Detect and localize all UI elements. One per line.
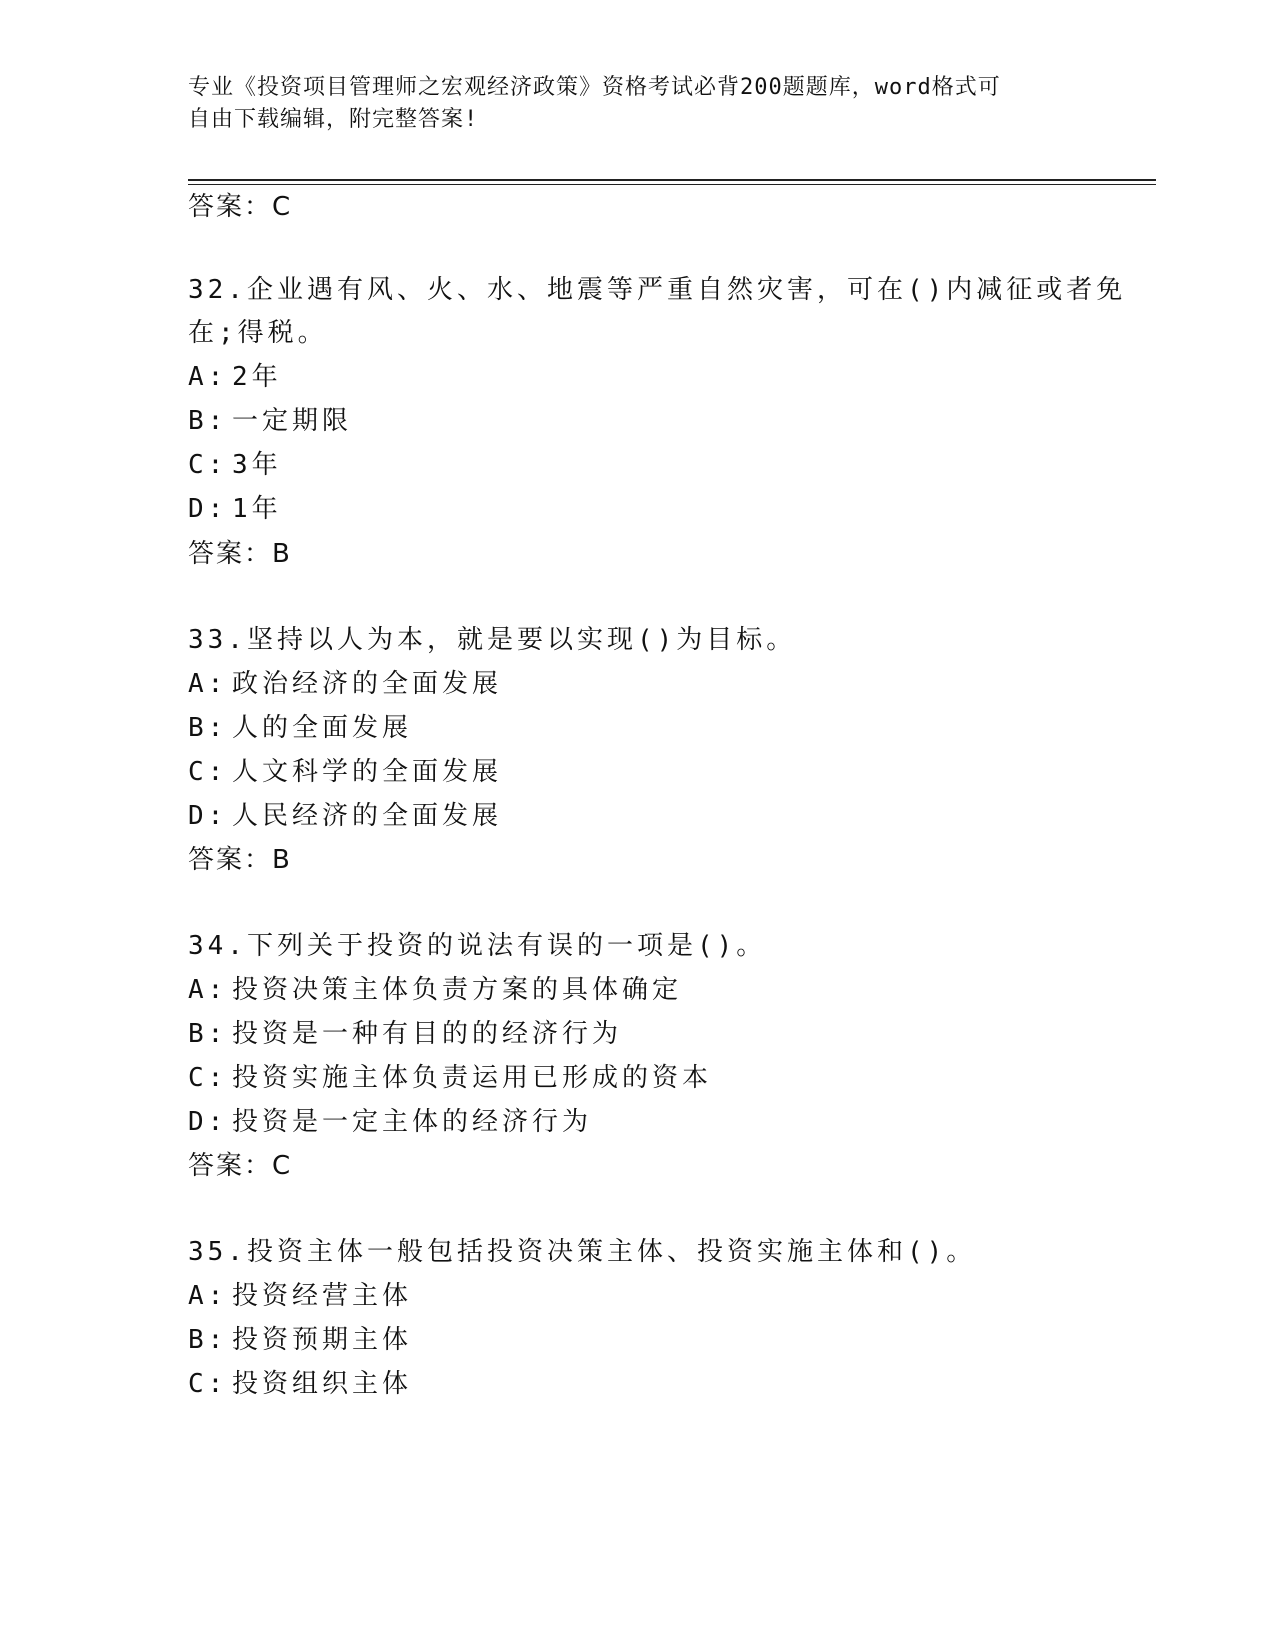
option-text: 人文科学的全面发展 (232, 757, 503, 787)
option-text: 人民经济的全面发展 (232, 801, 503, 831)
option-key: C: (188, 1369, 228, 1399)
option-key: A: (188, 1281, 228, 1311)
question-32-stem-line-1: 32.企业遇有风、火、水、地震等严重自然灾害，可在()内减征或者免 (188, 275, 1127, 305)
option-text: 政治经济的全面发展 (232, 669, 503, 699)
option-text: 投资决策主体负责方案的具体确定 (232, 975, 683, 1005)
question-34-answer: 答案：C (188, 1151, 293, 1181)
question-34-option-c (188, 1061, 712, 1095)
header-line-2: 自由下载编辑，附完整答案! (188, 107, 479, 132)
question-35-option-a (188, 1279, 412, 1313)
option-key: D: (188, 1107, 228, 1137)
option-key: D: (188, 494, 228, 524)
question-33-option-b (188, 711, 412, 745)
question-33-option-d (188, 799, 502, 833)
question-33-option-c (188, 755, 502, 789)
option-key: C: (188, 450, 228, 480)
previous-answer: 答案：C (188, 192, 293, 222)
question-33-answer: 答案：B (188, 845, 292, 875)
option-text: 投资预期主体 (232, 1325, 413, 1355)
header-divider-thick (188, 179, 1156, 181)
question-32-option-b (188, 404, 352, 438)
question-35-option-b (188, 1323, 412, 1357)
document-header (188, 72, 1088, 136)
option-key: B: (188, 1019, 228, 1049)
option-text: 人的全面发展 (232, 713, 413, 743)
question-32-option-d (188, 492, 282, 526)
question-33-stem: 33.坚持以人为本，就是要以实现()为目标。 (188, 625, 797, 655)
question-34-option-b (188, 1017, 622, 1051)
option-key: A: (188, 975, 228, 1005)
option-key: A: (188, 669, 228, 699)
option-key: B: (188, 1325, 228, 1355)
option-text: 3年 (232, 450, 282, 480)
option-key: C: (188, 1063, 228, 1093)
option-key: B: (188, 406, 228, 436)
option-key: D: (188, 801, 228, 831)
question-32-option-c (188, 448, 282, 482)
option-text: 2年 (232, 362, 282, 392)
option-key: C: (188, 757, 228, 787)
question-35-stem: 35.投资主体一般包括投资决策主体、投资实施主体和()。 (188, 1237, 977, 1267)
option-text: 1年 (232, 494, 282, 524)
question-34-option-a (188, 973, 682, 1007)
option-key: B: (188, 713, 228, 743)
option-text: 投资是一种有目的的经济行为 (232, 1019, 623, 1049)
question-33-option-a (188, 667, 502, 701)
option-text: 投资是一定主体的经济行为 (232, 1107, 593, 1137)
question-34-option-d (188, 1105, 592, 1139)
option-text: 投资组织主体 (232, 1369, 413, 1399)
option-text: 投资实施主体负责运用已形成的资本 (232, 1063, 713, 1093)
option-key: A: (188, 362, 228, 392)
option-text: 一定期限 (232, 406, 353, 436)
header-line-1: 专业《投资项目管理师之宏观经济政策》资格考试必背200题题库，word格式可 (188, 75, 1001, 100)
question-32-option-a (188, 360, 282, 394)
question-32-stem-line-2: 在;得税。 (188, 318, 328, 348)
question-34-stem: 34.下列关于投资的说法有误的一项是()。 (188, 931, 767, 961)
option-text: 投资经营主体 (232, 1281, 413, 1311)
header-divider-thin (188, 184, 1156, 185)
question-32-answer: 答案：B (188, 539, 292, 569)
question-35-option-c (188, 1367, 412, 1401)
